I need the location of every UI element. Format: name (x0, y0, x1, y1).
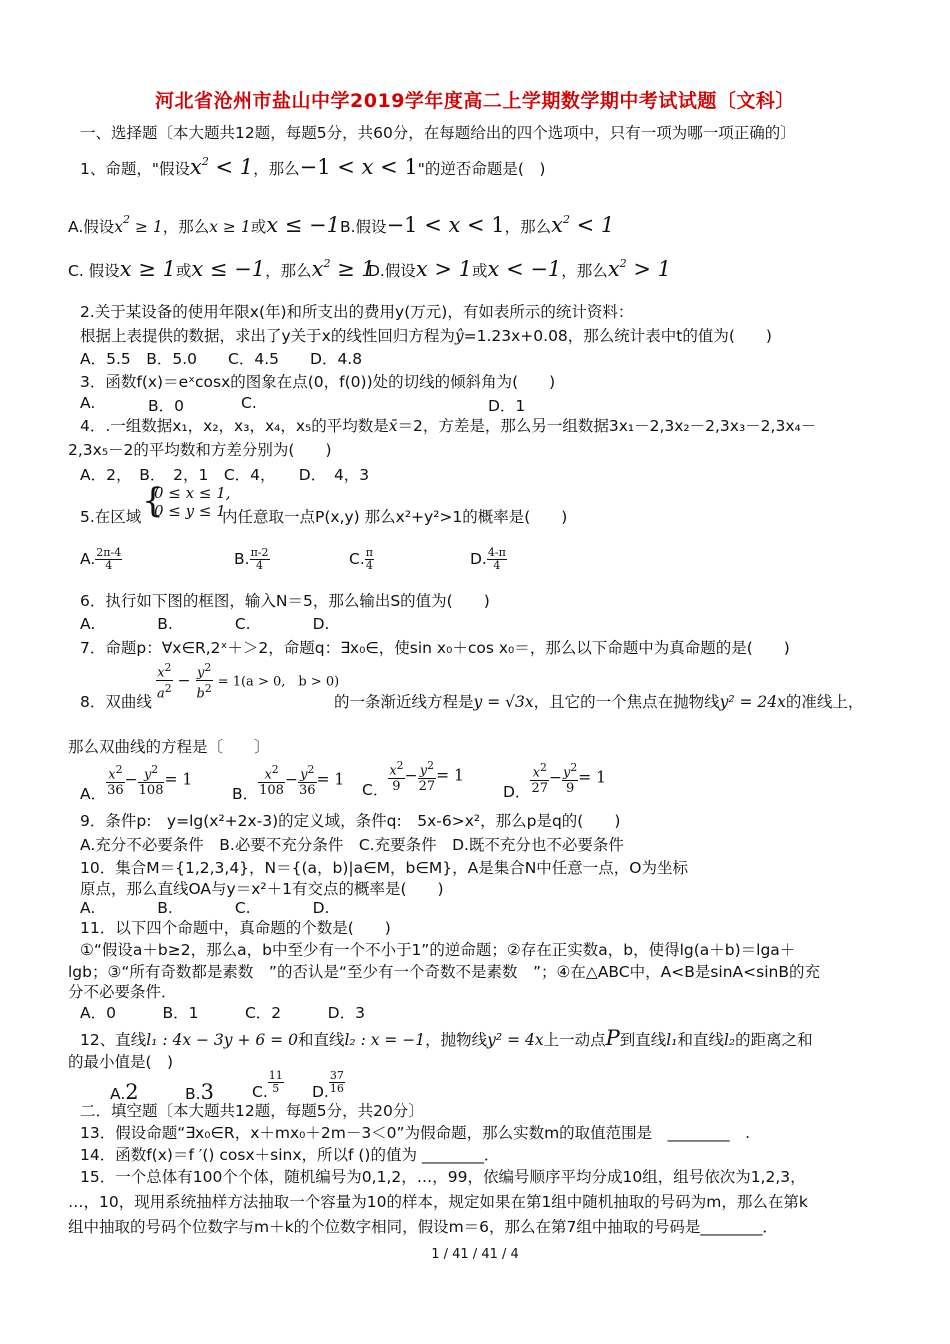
question-5-option-d: D. $\frac{4-\pi}{4}$ (470, 546, 506, 572)
question-8-option-a: A． $\frac{x^2}{36}$ − $\frac{y^2}{108}$ = 1 (80, 763, 193, 803)
question-8-stem-a: 8．双曲线 (80, 693, 152, 711)
question-8-option-c: C． $\frac{x^2}{9}$ − $\frac{y^2}{27}$ = 1 (362, 759, 464, 799)
question-11-line-3: lgb；③“所有奇数都是素数 ”的否认是“至少有一个奇数不是素数 ”；④在△ABC中，A<B是sinA<sinB的充 (68, 963, 820, 981)
question-8-stem-b: 的一条渐近线方程是y = √3x，且它的一个焦点在抛物线y² = 24x的准线上， (334, 693, 864, 711)
page-title: 河北省沧州市盐山中学2019学年度高二上学期数学期中考试试题〔文科〕 (155, 90, 795, 112)
question-11-options: A．0 B．1 C．2 D．3 (80, 1004, 365, 1022)
question-11-line-2: ①“假设a＋b≥2，那么a，b中至少有一个不小于1”的逆命题；②存在正实数a，b，使得lg(a＋b)＝lga＋ (80, 941, 796, 959)
question-4-line-1: 4．.一组数据x₁，x₂，x₃，x₄，x₅的平均数是x̄＝2，方差是，那么另一组数据3x₁－2,3x₂－2,3x₃－2,3x₄－ (80, 417, 817, 435)
question-3-option-d: D．1 (488, 397, 526, 415)
question-1-option-c: C. 假设x ≥ 1或x ≤ −1，那么$x^2 \ge 1$ (68, 257, 375, 281)
question-2-line-2: 根据上表提供的数据，求出了y关于x的线性回归方程为ŷ=1.23x+0.08，那么统计表中t的值为( ) (80, 327, 772, 345)
question-8-hyperbola-equation: $\frac{x^2}{a^2}$ − $\frac{y^2}{b^2}$ = 1(a > 0, b > 0) (157, 661, 340, 702)
question-5-option-b: B. $\frac{\pi-2}{4}$ (234, 546, 269, 572)
question-10-line-2: 原点，那么直线OA与y＝x²＋1有交点的概率是( ) (80, 880, 444, 898)
question-11-line-4: 分不必要条件． (68, 983, 177, 1001)
question-1-option-d: D.假设x > 1或x < −1，那么$x^2 > 1$ (368, 257, 671, 281)
question-8-option-d: D． $\frac{x^2}{27}$ − $\frac{y^2}{9}$ = 1 (503, 761, 607, 801)
question-10-line-1: 10．集合M＝{1,2,3,4}，N＝{(a，b)|a∈M，b∈M}，A是集合N中任意一点，O为坐标 (80, 859, 689, 877)
question-15-line-3: 组中抽取的号码个位数字与m＋k的个位数字相同，假设m＝6，那么在第7组中抽取的号码是________． (68, 1218, 778, 1236)
question-2-line-1: 2.关于某设备的使用年限x(年)和所支出的费用y(万元)，有如表所示的统计资料： (80, 303, 634, 321)
question-15-line-1: 15．一个总体有100个个体，随机编号为0,1,2，…，99，依编号顺序平均分成10组，组号依次为1,2,3， (80, 1168, 806, 1186)
page-footer: 1 / 41 / 41 / 4 (431, 1247, 519, 1262)
question-10-options: A. B. C. D. (80, 899, 330, 917)
question-14-stem: 14．函数f(x)＝f ′() cosx＋sinx，所以f ()的值为 ________． (80, 1146, 500, 1164)
question-9-stem: 9．条件p: y=lg(x²+2x-3)的定义域，条件q: 5x-6>x²，那么p是q的( ) (80, 812, 621, 830)
question-1-option-b: B.假设−1 < x < 1，那么$x^2 < 1$ (340, 213, 615, 237)
question-1-option-a: A.假设$x^2 \ge 1$，那么x ≥ 1或x ≤ −1 (68, 213, 340, 237)
question-3-option-a: A. (80, 394, 96, 412)
section-heading-fill-in: 二．填空题〔本大题共12题，每题5分，共20分〕 (80, 1102, 424, 1120)
question-12-option-d: D. $\frac{37}{16}$ (312, 1069, 344, 1101)
question-7-stem: 7．命题p：∀x∈R,2ˣ＋＞2，命题q：∃x₀∈，使sin x₀＋cos x₀＝，那么以下命题中为真命题的是( ) (80, 639, 790, 657)
question-2-options: A．5.5 B．5.0 C．4.5 D．4.8 (80, 350, 363, 368)
question-3-option-b: B．0 (148, 397, 184, 415)
question-5-stem-b: 内任意取一点P(x,y) 那么x²+y²>1的概率是( ) (222, 508, 568, 526)
question-8-line-2: 那么双曲线的方程是〔 〕 (68, 738, 270, 756)
question-11-line-1: 11．以下四个命题中，真命题的个数是( ) (80, 919, 391, 937)
question-5-option-c: C. $\frac{\pi}{4}$ (349, 546, 373, 572)
question-8-option-b: B． $\frac{x^2}{108}$ − $\frac{y^2}{36}$ = 1 (232, 763, 345, 803)
question-1-stem: 1、命题，"假设$x^2 < 1$，那么−1 < x < 1"的逆否命题是( ) (80, 155, 546, 179)
section-heading-choice: 一、选择题〔本大题共12题，每题5分，共60分，在每题给出的四个选项中，只有一项为哪一项正确的〕 (80, 124, 796, 142)
question-13-stem: 13．假设命题“∃x₀∈R，x＋mx₀＋2m－3＜0”为假命题，那么实数m的取值范围是 ________ . (80, 1124, 751, 1142)
question-6-options: A. B. C. D. (80, 615, 330, 633)
question-12-line-2: 的最小值是( ) (68, 1053, 174, 1071)
question-12-option-c: C. $\frac{11}{5}$ (252, 1069, 283, 1101)
question-15-line-2: …，10，现用系统抽样方法抽取一个容量为10的样本，规定如果在第1组中随机抽取的号码为m，那么在第k (68, 1193, 808, 1211)
question-4-line-2: 2,3x₅－2的平均数和方差分别为( ) (68, 441, 332, 459)
question-4-options: A．2， B． 2，1 C．4， D． 4，3 (80, 466, 370, 484)
question-6-stem: 6．执行如下图的框图，输入N＝5，那么输出S的值为( ) (80, 592, 490, 610)
exam-page: 河北省沧州市盐山中学2019学年度高二上学期数学期中考试试题〔文科〕 一、选择题〔本大题共12题，每题5分，共60分，在每题给出的四个选项中，只有一项为哪一项正确的〕 1、命题，"假设$x^2 < 1$，那么−1 < x < 1"的逆否命题是( ) A.假设$x^2 \ge 1$，那么x ≥ 1或x ≤ −1 B.假设−1 < x < 1，那么$x^2 < 1$ C. 假设x ≥ 1或x ≤ −1，那么$x^2 \ge 1$ D.假设x > 1或x < −1，那么$x^2 > 1$ 2.关于某设备的使用年限x(年)和所支出的费用y(万元)，有如表所示的统计资料： 根据上表提供的数据，求出了y关于x的线性回归方程为ŷ=1.23x+0.08，那么统计表中t的值为( ) A．5.5 B．5.0 C．4.5 D．4.8 3．函数f(x)＝eˣcosx的图象在点(0，f(0))处的切线的倾斜角为( ) A. B．0 C. D．1 4．.一组数据x₁，x₂，x₃，x₄，x₅的平均数是x̄＝2，方差是，那么另一组数据3x₁－2,3x₂－2,3x₃－2,3x₄－ 2,3x₅－2的平均数和方差分别为( ) A．2， B． 2，1 C．4， D． 4，3 { 0 ≤ x ≤ 1, 0 ≤ y ≤ 1 5.在区域 内任意取一点P(x,y) 那么x²+y²>1的概率是( ) A. $\frac{2\pi-4}{4}$ B. $\frac{\pi-2}{4}$ C. $\frac{\pi}{4}$ D. $\frac{4-\pi}{4}$ 6．执行如下图的框图，输入N＝5，那么输出S的值为( ) A. B. C. D. 7．命题p：∀x∈R,2ˣ＋＞2，命题q：∃x₀∈，使sin x₀＋cos x₀＝，那么以下命题中为真命题的是( ) 8．双曲线 $\frac{x^2}{a^2}$ − $\frac{y^2}{b^2}$ = 1(a > 0, b > 0) 的一条渐近线方程是y = √3x，且它的一个焦点在抛物线y² = 24x的准线上， 那么双曲线的方程是〔 〕 A． $\frac{x^2}{36}$ − $\frac{y^2}{108}$ = 1 B． $\frac{x^2}{108}$ − $\frac{y^2}{36}$ = 1 C． $\frac{x^2}{9}$ − $\frac{y^2}{27}$ = 1 D． $\frac{x^2}{27}$ − $\frac{y^2}{9}$ = 1 9．条件p: y=lg(x²+2x-3)的定义域，条件q: 5x-6>x²，那么p是q的( ) A.充分不必要条件 B.必要不充分条件 C.充要条件 D.既不充分也不必要条件 10．集合M＝{1,2,3,4}，N＝{(a，b)|a∈M，b∈M}，A是集合N中任意一点，O为坐标 原点，那么直线OA与y＝x²＋1有交点的概率是( ) A. B. C. D. 11．以下四个命题中，真命题的个数是( ) ①“假设a＋b≥2，那么a，b中至少有一个不小于1”的逆命题；②存在正实数a，b，使得lg(a＋b)＝lga＋ lgb；③“所有奇数都是素数 ”的否认是“至少有一个奇数不是素数 ”；④在△ABC中，A<B是sinA<sinB的充 分不必要条件． A．0 B．1 C．2 D．3 12、直线l₁ : 4x − 3y + 6 = 0和直线l₂ : x = −1，抛物线y² = 4x上一动点P到直线l₁和直线l₂的距离之和 的最小值是( ) A.2 B.3 C. $\frac{11}{5}$ D. $\frac{37}{16}$ 二．填空题〔本大题共12题，每题5分，共20分〕 13．假设命题“∃x₀∈R，x＋mx₀＋2m－3＜0”为假命题，那么实数m的取值范围是 ________ . 14．函数f(x)＝f ′() cosx＋sinx，所以f ()的值为 ________． 15．一个总体有100个个体，随机编号为0,1,2，…，99，依编号顺序平均分成10组，组号依次为1,2,3， …，10，现用系统抽样方法抽取一个容量为10的样本，规定如果在第1组中随机抽取的号码为m，那么在第k 组中抽取的号码个位数字与m＋k的个位数字相同，假设m＝6，那么在第7组中抽取的号码是________． 1 / 41 / 41 / 4 (0, 0, 950, 1344)
question-12-stem: 12、直线l₁ : 4x − 3y + 6 = 0和直线l₂ : x = −1，抛物线y² = 4x上一动点P到直线l₁和直线l₂的距离之和 (80, 1026, 813, 1050)
question-9-options: A.充分不必要条件 B.必要不充分条件 C.充要条件 D.既不充分也不必要条件 (80, 836, 624, 854)
question-12-option-a: A.2 (110, 1080, 139, 1104)
question-3-stem: 3．函数f(x)＝eˣcosx的图象在点(0，f(0))处的切线的倾斜角为( ) (80, 373, 556, 391)
question-12-option-b: B.3 (185, 1080, 214, 1104)
question-3-option-c: C. (241, 394, 257, 412)
question-5-stem-a: 5.在区域 (80, 508, 142, 526)
question-5-option-a: A. $\frac{2\pi-4}{4}$ (80, 546, 122, 572)
